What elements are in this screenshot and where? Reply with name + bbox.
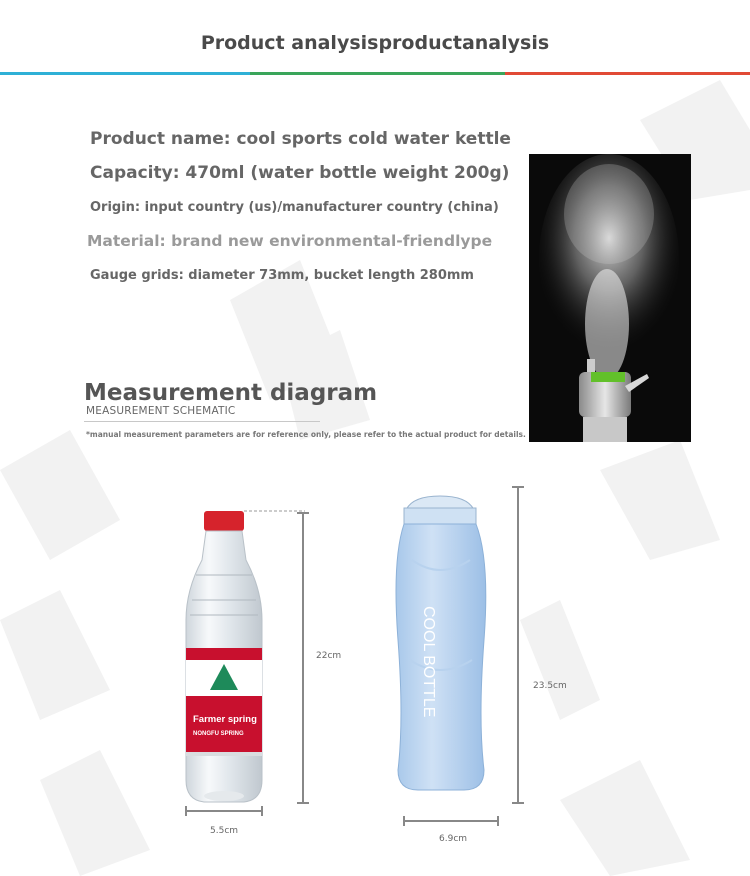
right-height-label: 23.5cm bbox=[533, 681, 567, 691]
info-capacity: Capacity: 470ml (water bottle weight 200g) bbox=[90, 163, 510, 183]
measurement-title: Measurement diagram bbox=[84, 380, 378, 406]
info-product-name: Product name: cool sports cold water kettle bbox=[90, 129, 511, 149]
left-height-label: 22cm bbox=[316, 651, 342, 661]
info-origin: Origin: input country (us)/manufacturer country (china) bbox=[90, 200, 499, 215]
cool-bottle-label: COOL BOTTLE bbox=[420, 606, 437, 718]
page-title: Product analysisproductanalysis bbox=[200, 32, 550, 54]
bottle-brand: Farmer spring bbox=[193, 714, 257, 725]
info-material: Material: brand new environmental-friendlype bbox=[87, 232, 493, 250]
right-width-label: 6.9cm bbox=[439, 834, 468, 844]
left-width-label: 5.5cm bbox=[210, 826, 239, 836]
water-bottle-image bbox=[186, 511, 262, 802]
cool-bottle-image bbox=[396, 496, 486, 790]
info-gauge: Gauge grids: diameter 73mm, bucket length 280mm bbox=[90, 268, 474, 283]
bottle-brand-sub: NONGFU SPRING bbox=[193, 731, 244, 737]
measurement-subtitle: MEASUREMENT SCHEMATIC bbox=[86, 405, 236, 417]
measurement-note: *manual measurement parameters are for reference only, please refer to the actual product for details. bbox=[86, 430, 526, 439]
